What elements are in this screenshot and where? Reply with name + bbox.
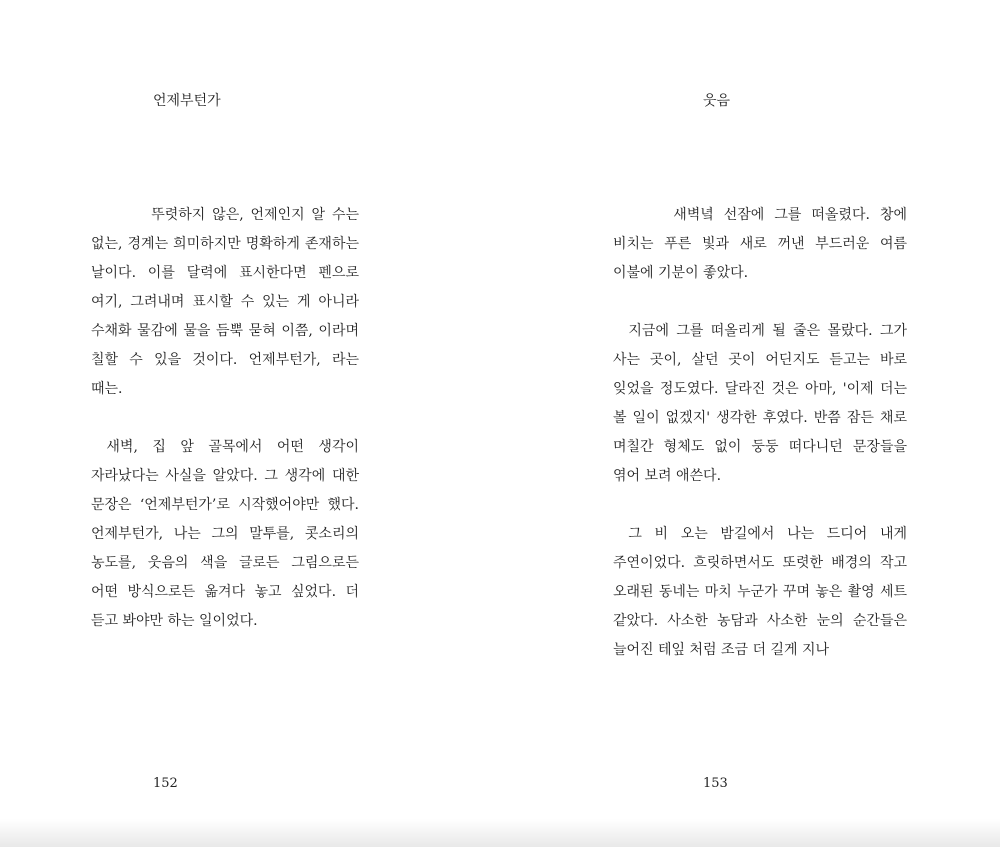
page-bottom-shadow [0, 819, 1000, 847]
paragraph: 뚜렷하지 않은, 언제인지 알 수는 없는, 경계는 희미하지만 명확하게 존재하는 날이다. 이를 달력에 표시한다면 펜으로 여기, 그려내며 표시할 수 있는 게 아니라 수채화 물감에 물을 듬뿍 묻혀 이쯤, 이라며 칠할 수 있을 것이다. 언제부턴가, 라는 때는. [91, 207, 359, 397]
page-number: 152 [153, 776, 178, 791]
body-text [91, 201, 359, 665]
paragraph: 새벽, 집 앞 골목에서 어떤 생각이 자라났다는 사실을 알았다. 그 생각에 대한 문장은 ‘언제부턴가’로 시작했어야만 했다. 언제부턴가, 나는 그의 말투를, 콧소리의 농도를, 웃음의 색을 글로든 그림으로든 어떤 방식으로든 옮겨다 놓고 싶었다. 더 듣고 봐야만 하는 일이었다. [91, 439, 359, 629]
body-text [613, 201, 907, 694]
paragraph: 새벽녘 선잠에 그를 떠올렸다. 창에 비치는 푸른 빛과 새로 꺼낸 부드러운 여름 이불에 기분이 좋았다. [613, 207, 907, 281]
running-head: 웃음 [703, 93, 731, 109]
right-page [500, 0, 1000, 847]
page-number: 153 [703, 776, 728, 791]
paragraph: 지금에 그를 떠올리게 될 줄은 몰랐다. 그가 사는 곳이, 살던 곳이 어딘지도 듣고는 바로 잊었을 정도였다. 달라진 것은 아마, '이제 더는 볼 일이 없겠지' 생각한 후였다. 반쯤 잠든 채로 며칠간 형체도 없이 둥둥 떠다니던 문장들을 엮어 보려 애쓴다. [613, 323, 907, 484]
running-head: 언제부턴가 [153, 93, 221, 109]
paragraph: 그 비 오는 밤길에서 나는 드디어 내게 주연이었다. 흐릿하면서도 또렷한 배경의 작고 오래된 동네는 마치 누군가 꾸며 놓은 촬영 세트 같았다. 사소한 농담과 사소한 눈의 순간들은 늘어진 테잎 처럼 조금 더 길게 지나 [613, 526, 907, 658]
